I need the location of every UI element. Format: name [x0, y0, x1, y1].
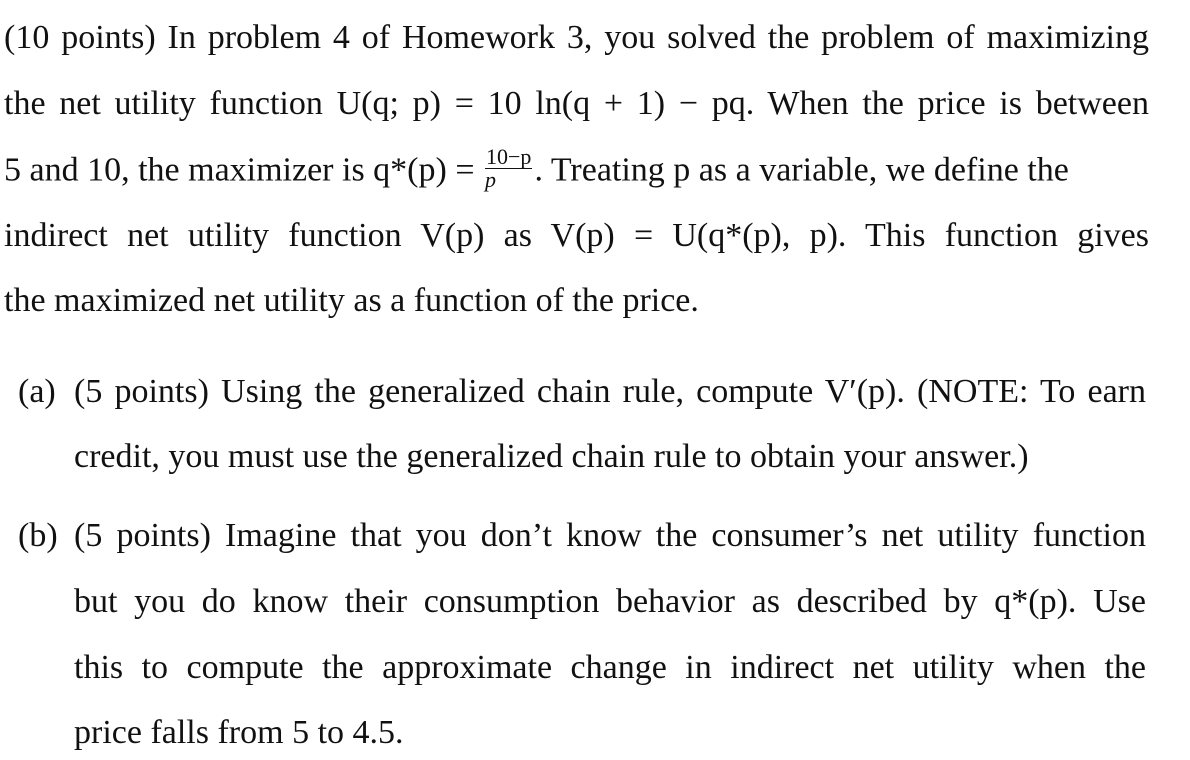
part-a-label: (a) — [18, 373, 56, 410]
problem-line-5: the maximized net utility as a function of the price. — [4, 282, 699, 319]
fraction-denominator: p — [485, 167, 497, 192]
part-a-line-2: credit, you must use the generalized chain rule to obtain your answer.) — [74, 438, 1029, 475]
part-b-line-1: (5 points) Imagine that you don’t know the consumer’s net utility function — [74, 517, 1146, 554]
problem-line-3 — [4, 144, 1149, 192]
maximizer-suffix: Treating p as a variable, we define the — [550, 151, 1069, 189]
part-a-line-1: (5 points) Using the generalized chain rule, compute V′(p). (NOTE: To earn — [74, 373, 1146, 410]
maximizer-fraction — [485, 146, 532, 191]
problem-line-1: (10 points) In problem 4 of Homework 3, you solved the problem of maximizing — [4, 19, 1149, 56]
fraction-period: . — [534, 151, 543, 189]
maximizer-prefix: 5 and 10, the maximizer is q*(p) = — [4, 151, 475, 189]
part-b-label: (b) — [18, 517, 58, 554]
part-b-line-3: this to compute the approximate change in indirect net utility when the — [74, 649, 1146, 686]
problem-line-2: the net utility function U(q; p) = 10 ln(q + 1) − pq. When the price is between — [4, 85, 1149, 122]
problem-line-4: indirect net utility function V(p) as V(p) = U(q*(p), p). This function gives — [4, 217, 1149, 254]
fraction-numerator: 10−p — [486, 144, 532, 169]
part-b-line-4: price falls from 5 to 4.5. — [74, 714, 404, 751]
part-b-line-2: but you do know their consumption behavior as described by q*(p). Use — [74, 583, 1146, 620]
